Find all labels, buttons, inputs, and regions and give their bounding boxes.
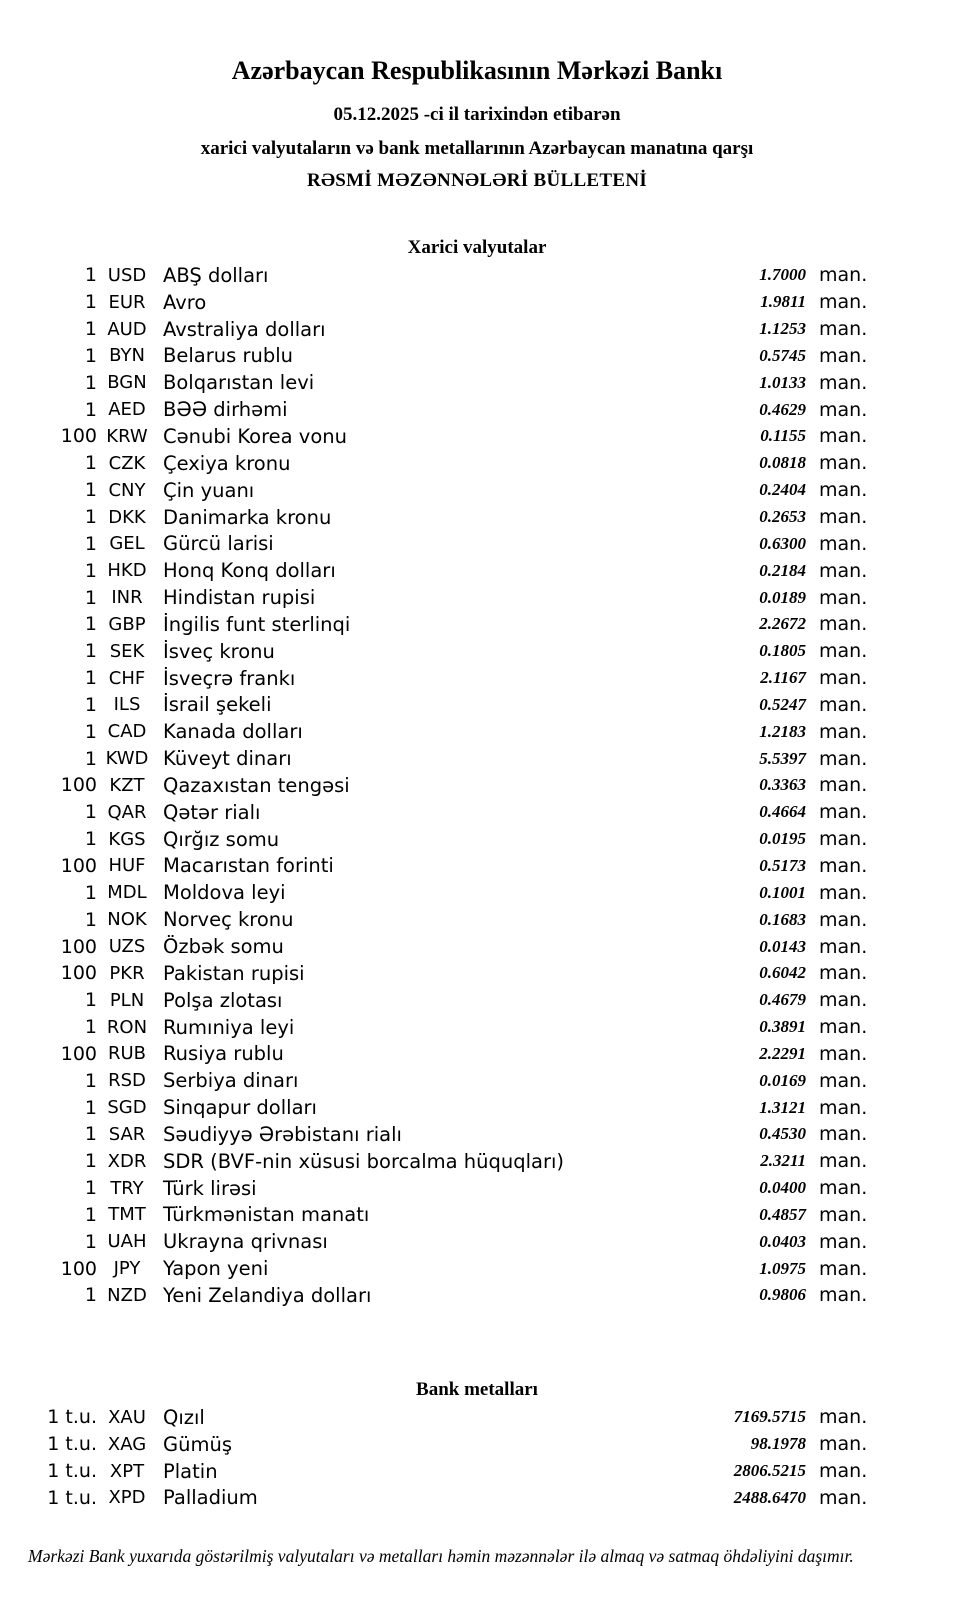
currency-code-cell: BGN bbox=[107, 372, 147, 394]
currency-code-cell: TRY bbox=[110, 1177, 144, 1199]
currency-code-cell: PKR bbox=[109, 962, 145, 984]
table-row bbox=[0, 557, 870, 584]
table-row bbox=[0, 369, 870, 396]
rate-value-cell: 0.5173 bbox=[759, 855, 806, 875]
unit-label-cell: man. bbox=[819, 479, 868, 502]
rate-value-cell: 0.0189 bbox=[759, 587, 806, 607]
unit-label-cell: man. bbox=[819, 935, 868, 958]
currency-code-cell: KGS bbox=[108, 828, 146, 850]
currency-name-cell: Qətər rialı bbox=[163, 800, 261, 824]
quantity-cell: 1 bbox=[84, 264, 97, 287]
quantity-cell: 1 bbox=[84, 613, 97, 636]
currency-name-cell: Sinqapur dolları bbox=[163, 1096, 317, 1120]
table-row bbox=[0, 853, 870, 880]
quantity-cell: 1 bbox=[84, 291, 97, 314]
table-row bbox=[0, 584, 870, 611]
quantity-cell: 1 bbox=[84, 640, 97, 663]
table-row bbox=[0, 1458, 870, 1485]
rate-value-cell: 1.0133 bbox=[759, 372, 806, 392]
rate-value-cell: 7169.5715 bbox=[733, 1407, 806, 1427]
table-row bbox=[0, 1255, 870, 1282]
unit-label-cell: man. bbox=[819, 291, 868, 314]
rate-value-cell: 0.0169 bbox=[759, 1070, 806, 1090]
table-row bbox=[0, 423, 870, 450]
quantity-cell: 1 bbox=[84, 1096, 97, 1119]
quantity-cell: 1 bbox=[84, 1123, 97, 1146]
currency-name-cell: İsveçrə frankı bbox=[163, 666, 296, 690]
currency-code-cell: XPT bbox=[109, 1460, 145, 1482]
currency-name-cell: Türk lirəsi bbox=[163, 1176, 257, 1200]
rate-value-cell: 2.2291 bbox=[759, 1043, 806, 1063]
rate-value-cell: 0.2184 bbox=[759, 560, 806, 580]
quantity-cell: 100 bbox=[60, 854, 97, 877]
currency-name-cell: Qazaxıstan tengəsi bbox=[163, 773, 350, 797]
currency-name-cell: Qırğız somu bbox=[163, 827, 280, 851]
currency-code-cell: DKK bbox=[108, 506, 146, 528]
table-row bbox=[0, 1094, 870, 1121]
currency-name-cell: İsrail şekeli bbox=[163, 693, 272, 717]
rate-value-cell: 0.0818 bbox=[759, 453, 806, 473]
unit-label-cell: man. bbox=[819, 1016, 868, 1039]
bulletin-title: RƏSMİ MƏZƏNNƏLƏRİ BÜLLETENİ bbox=[306, 170, 648, 191]
subtitle-line: xarici valyutaların və bank metallarının Azərbaycan manatına qarşı bbox=[200, 138, 754, 159]
rate-value-cell: 0.0403 bbox=[759, 1231, 806, 1251]
table-row bbox=[0, 987, 870, 1014]
quantity-cell: 100 bbox=[60, 1042, 97, 1065]
quantity-cell: 1 bbox=[84, 532, 97, 555]
currency-name-cell: Palladium bbox=[163, 1486, 258, 1510]
currency-name-cell: Moldova leyi bbox=[163, 881, 286, 905]
currency-code-cell: GEL bbox=[109, 533, 145, 555]
quantity-cell: 1 t.u. bbox=[47, 1460, 97, 1483]
unit-label-cell: man. bbox=[819, 586, 868, 609]
quantity-cell: 1 t.u. bbox=[47, 1406, 97, 1429]
currency-code-cell: RSD bbox=[108, 1070, 146, 1092]
unit-label-cell: man. bbox=[819, 1284, 868, 1307]
quantity-cell: 1 bbox=[84, 559, 97, 582]
unit-label-cell: man. bbox=[819, 881, 868, 904]
table-row bbox=[0, 477, 870, 504]
unit-label-cell: man. bbox=[819, 452, 868, 475]
currency-name-cell: Çexiya kronu bbox=[163, 451, 291, 475]
unit-label-cell: man. bbox=[819, 1257, 868, 1280]
unit-label-cell: man. bbox=[819, 962, 868, 985]
currency-code-cell: QAR bbox=[107, 801, 147, 823]
unit-label-cell: man. bbox=[819, 693, 868, 716]
rate-value-cell: 0.1001 bbox=[759, 882, 806, 902]
currency-code-cell: RON bbox=[106, 1016, 148, 1038]
currency-name-cell: SDR (BVF-nin xüsusi borcalma hüquqları) bbox=[163, 1149, 565, 1173]
unit-label-cell: man. bbox=[819, 1150, 868, 1173]
currency-name-cell: Polşa zlotası bbox=[163, 988, 283, 1012]
currency-name-cell: Danimarka kronu bbox=[163, 505, 332, 529]
quantity-cell: 1 t.u. bbox=[47, 1433, 97, 1456]
currency-code-cell: RUB bbox=[107, 1043, 147, 1065]
unit-label-cell: man. bbox=[819, 720, 868, 743]
rate-value-cell: 0.4530 bbox=[759, 1124, 806, 1144]
currency-code-cell: SEK bbox=[109, 640, 145, 662]
currency-name-cell: Norveç kronu bbox=[163, 908, 294, 932]
quantity-cell: 1 bbox=[84, 318, 97, 341]
currency-name-cell: Kanada dolları bbox=[163, 720, 303, 744]
unit-label-cell: man. bbox=[819, 425, 868, 448]
rate-value-cell: 2488.6470 bbox=[733, 1487, 806, 1507]
page-title: Azərbaycan Respublikasının Mərkəzi Bankı bbox=[231, 56, 723, 85]
currency-code-cell: UZS bbox=[108, 936, 146, 958]
quantity-cell: 1 bbox=[84, 1069, 97, 1092]
table-row bbox=[0, 450, 870, 477]
table-row bbox=[0, 933, 870, 960]
table-row bbox=[0, 772, 870, 799]
table-row bbox=[0, 343, 870, 370]
metals-section-heading: Bank metalları bbox=[416, 1379, 538, 1400]
rate-value-cell: 0.6042 bbox=[759, 963, 806, 983]
rate-value-cell: 0.4664 bbox=[759, 802, 806, 822]
currency-code-cell: HUF bbox=[108, 855, 146, 877]
rate-value-cell: 1.9811 bbox=[760, 292, 806, 312]
quantity-cell: 1 bbox=[84, 693, 97, 716]
unit-label-cell: man. bbox=[819, 747, 868, 770]
table-row bbox=[0, 1404, 870, 1431]
unit-label-cell: man. bbox=[819, 1069, 868, 1092]
currency-name-cell: Rumıniya leyi bbox=[163, 1015, 295, 1039]
currency-name-cell: Ukrayna qrivnası bbox=[163, 1230, 328, 1254]
currency-name-cell: Özbək somu bbox=[163, 935, 284, 959]
quantity-cell: 100 bbox=[60, 962, 97, 985]
rate-value-cell: 0.9806 bbox=[759, 1285, 806, 1305]
quantity-cell: 1 bbox=[84, 506, 97, 529]
rate-value-cell: 0.0400 bbox=[759, 1178, 806, 1198]
unit-label-cell: man. bbox=[819, 318, 868, 341]
unit-label-cell: man. bbox=[819, 989, 868, 1012]
currency-code-cell: PLN bbox=[109, 989, 145, 1011]
unit-label-cell: man. bbox=[819, 1042, 868, 1065]
unit-label-cell: man. bbox=[819, 1460, 868, 1483]
quantity-cell: 1 bbox=[84, 801, 97, 824]
table-row bbox=[0, 665, 870, 692]
currency-name-cell: Türkmənistan manatı bbox=[163, 1203, 370, 1227]
currency-name-cell: Macarıstan forinti bbox=[163, 854, 334, 878]
currency-name-cell: Honq Konq dolları bbox=[163, 559, 336, 583]
quantity-cell: 1 bbox=[84, 828, 97, 851]
unit-label-cell: man. bbox=[819, 854, 868, 877]
quantity-cell: 1 bbox=[84, 747, 97, 770]
footer-note: Mərkəzi Bank yuxarıda göstərilmiş valyutaları və metalları həmin məzənnələr ilə almaq və satmaq öhdəliyini daşımır. bbox=[28, 1546, 854, 1566]
currency-code-cell: KRW bbox=[106, 425, 148, 447]
currency-code-cell: CHF bbox=[108, 667, 146, 689]
rate-value-cell: 0.1155 bbox=[760, 426, 806, 446]
currency-code-cell: JPY bbox=[113, 1258, 141, 1280]
currency-name-cell: Pakistan rupisi bbox=[163, 961, 305, 985]
effective-date-line: 05.12.2025 -ci il tarixindən etibarən bbox=[333, 104, 621, 125]
quantity-cell: 1 bbox=[84, 881, 97, 904]
rate-value-cell: 98.1978 bbox=[750, 1434, 806, 1454]
rate-value-cell: 2806.5215 bbox=[733, 1461, 806, 1481]
quantity-cell: 1 bbox=[84, 371, 97, 394]
rate-value-cell: 0.3363 bbox=[759, 775, 806, 795]
table-row bbox=[0, 1282, 870, 1309]
unit-label-cell: man. bbox=[819, 559, 868, 582]
currency-code-cell: HKD bbox=[107, 560, 147, 582]
quantity-cell: 1 bbox=[84, 452, 97, 475]
unit-label-cell: man. bbox=[819, 774, 868, 797]
currency-name-cell: Yapon yeni bbox=[163, 1257, 269, 1281]
currency-code-cell: EUR bbox=[108, 291, 146, 313]
currency-code-cell: BYN bbox=[109, 345, 145, 367]
quantity-cell: 1 t.u. bbox=[47, 1486, 97, 1509]
table-row bbox=[0, 289, 870, 316]
rate-value-cell: 0.4679 bbox=[759, 990, 806, 1010]
currency-name-cell: Avstraliya dolları bbox=[163, 317, 326, 341]
table-row bbox=[0, 1175, 870, 1202]
table-row bbox=[0, 1040, 870, 1067]
quantity-cell: 1 bbox=[84, 667, 97, 690]
currency-name-cell: Cənubi Korea vonu bbox=[163, 424, 347, 448]
currency-name-cell: Yeni Zelandiya dolları bbox=[163, 1283, 372, 1307]
table-row bbox=[0, 396, 870, 423]
currency-code-cell: INR bbox=[111, 587, 143, 609]
currency-code-cell: KZT bbox=[109, 774, 145, 796]
unit-label-cell: man. bbox=[819, 613, 868, 636]
unit-label-cell: man. bbox=[819, 828, 868, 851]
rate-value-cell: 0.5247 bbox=[759, 694, 806, 714]
currency-name-cell: Rusiya rublu bbox=[163, 1042, 284, 1066]
quantity-cell: 100 bbox=[60, 425, 97, 448]
currency-name-cell: İngilis funt sterlinqi bbox=[163, 612, 351, 636]
currency-code-cell: NOK bbox=[107, 909, 147, 931]
rate-value-cell: 0.4629 bbox=[759, 399, 806, 419]
currency-code-cell: SGD bbox=[107, 1097, 147, 1119]
quantity-cell: 100 bbox=[60, 774, 97, 797]
currency-code-cell: XPD bbox=[108, 1487, 146, 1509]
unit-label-cell: man. bbox=[819, 264, 868, 287]
currency-name-cell: Qızıl bbox=[163, 1405, 205, 1429]
currency-name-cell: Küveyt dinarı bbox=[163, 747, 292, 771]
currency-name-cell: Gürcü larisi bbox=[163, 532, 274, 556]
currency-code-cell: XAU bbox=[108, 1406, 146, 1428]
unit-label-cell: man. bbox=[819, 640, 868, 663]
table-row bbox=[0, 745, 870, 772]
rate-value-cell: 0.4857 bbox=[759, 1204, 806, 1224]
quantity-cell: 1 bbox=[84, 1284, 97, 1307]
rate-value-cell: 2.3211 bbox=[760, 1151, 806, 1171]
unit-label-cell: man. bbox=[819, 1486, 868, 1509]
quantity-cell: 100 bbox=[60, 1257, 97, 1280]
currency-name-cell: Bolqarıstan levi bbox=[163, 371, 315, 395]
quantity-cell: 1 bbox=[84, 908, 97, 931]
currency-code-cell: GBP bbox=[108, 613, 146, 635]
currency-name-cell: ABŞ dolları bbox=[163, 263, 269, 287]
quantity-cell: 1 bbox=[84, 479, 97, 502]
quantity-cell: 1 bbox=[84, 398, 97, 421]
currency-name-cell: Platin bbox=[163, 1459, 218, 1483]
rate-value-cell: 0.5745 bbox=[759, 345, 806, 365]
unit-label-cell: man. bbox=[819, 371, 868, 394]
unit-label-cell: man. bbox=[819, 1406, 868, 1429]
quantity-cell: 1 bbox=[84, 344, 97, 367]
table-row bbox=[0, 638, 870, 665]
quantity-cell: 1 bbox=[84, 1203, 97, 1226]
rate-value-cell: 0.0195 bbox=[759, 829, 806, 849]
currencies-table bbox=[0, 262, 870, 1309]
rate-value-cell: 0.6300 bbox=[759, 533, 806, 553]
table-row bbox=[0, 1121, 870, 1148]
table-row bbox=[0, 1228, 870, 1255]
quantity-cell: 1 bbox=[84, 1230, 97, 1253]
currency-name-cell: İsveç kronu bbox=[163, 639, 275, 663]
currency-code-cell: CNY bbox=[108, 479, 146, 501]
quantity-cell: 1 bbox=[84, 586, 97, 609]
table-row bbox=[0, 960, 870, 987]
table-row bbox=[0, 718, 870, 745]
quantity-cell: 1 bbox=[84, 1016, 97, 1039]
unit-label-cell: man. bbox=[819, 532, 868, 555]
table-row bbox=[0, 906, 870, 933]
table-row bbox=[0, 316, 870, 343]
currency-code-cell: KWD bbox=[105, 748, 149, 770]
unit-label-cell: man. bbox=[819, 1433, 868, 1456]
currency-code-cell: UAH bbox=[107, 1231, 147, 1253]
currency-name-cell: Gümüş bbox=[163, 1432, 232, 1456]
currency-code-cell: XAG bbox=[107, 1433, 147, 1455]
currency-code-cell: CZK bbox=[108, 452, 146, 474]
currency-name-cell: Çin yuanı bbox=[163, 478, 255, 502]
currency-name-cell: Belarus rublu bbox=[163, 344, 294, 368]
table-row bbox=[0, 1431, 870, 1458]
rate-value-cell: 0.1805 bbox=[759, 641, 806, 661]
table-row bbox=[0, 504, 870, 531]
rate-value-cell: 5.5397 bbox=[759, 748, 806, 768]
rate-value-cell: 1.3121 bbox=[759, 1097, 806, 1117]
table-row bbox=[0, 1014, 870, 1041]
unit-label-cell: man. bbox=[819, 1230, 868, 1253]
quantity-cell: 1 bbox=[84, 1150, 97, 1173]
currency-code-cell: AUD bbox=[107, 318, 147, 340]
unit-label-cell: man. bbox=[819, 1177, 868, 1200]
currency-name-cell: BƏƏ dirhəmi bbox=[163, 398, 288, 422]
unit-label-cell: man. bbox=[819, 344, 868, 367]
unit-label-cell: man. bbox=[819, 398, 868, 421]
table-row bbox=[0, 530, 870, 557]
rate-value-cell: 2.2672 bbox=[759, 614, 806, 634]
currency-code-cell: XDR bbox=[107, 1150, 147, 1172]
currencies-section-heading: Xarici valyutalar bbox=[407, 237, 547, 258]
unit-label-cell: man. bbox=[819, 908, 868, 931]
table-row bbox=[0, 879, 870, 906]
currency-name-cell: Hindistan rupisi bbox=[163, 586, 316, 610]
rate-value-cell: 0.2653 bbox=[759, 507, 806, 527]
currency-code-cell: CAD bbox=[107, 721, 147, 743]
table-row bbox=[0, 1148, 870, 1175]
currency-code-cell: TMT bbox=[108, 1204, 146, 1226]
table-row bbox=[0, 826, 870, 853]
rate-value-cell: 2.1167 bbox=[760, 668, 806, 688]
unit-label-cell: man. bbox=[819, 1123, 868, 1146]
unit-label-cell: man. bbox=[819, 667, 868, 690]
table-row bbox=[0, 1485, 870, 1512]
unit-label-cell: man. bbox=[819, 1096, 868, 1119]
table-row bbox=[0, 1067, 870, 1094]
currency-code-cell: ILS bbox=[113, 694, 141, 716]
unit-label-cell: man. bbox=[819, 506, 868, 529]
table-row bbox=[0, 692, 870, 719]
rate-value-cell: 0.1683 bbox=[759, 909, 806, 929]
quantity-cell: 1 bbox=[84, 1177, 97, 1200]
currency-code-cell: USD bbox=[107, 264, 147, 286]
table-row bbox=[0, 799, 870, 826]
table-row bbox=[0, 1202, 870, 1229]
rate-value-cell: 1.2183 bbox=[759, 721, 806, 741]
currency-code-cell: NZD bbox=[107, 1284, 147, 1306]
currency-code-cell: MDL bbox=[107, 882, 147, 904]
unit-label-cell: man. bbox=[819, 801, 868, 824]
table-row bbox=[0, 262, 870, 289]
quantity-cell: 1 bbox=[84, 989, 97, 1012]
currency-name-cell: Serbiya dinarı bbox=[163, 1069, 299, 1093]
unit-label-cell: man. bbox=[819, 1203, 868, 1226]
rate-value-cell: 0.2404 bbox=[759, 480, 806, 500]
rate-value-cell: 0.3891 bbox=[759, 1017, 806, 1037]
currency-code-cell: SAR bbox=[108, 1123, 146, 1145]
rate-value-cell: 0.0143 bbox=[759, 936, 806, 956]
currency-code-cell: AED bbox=[108, 399, 146, 421]
currency-name-cell: Avro bbox=[163, 290, 207, 314]
metals-table bbox=[0, 1404, 870, 1511]
currency-name-cell: Səudiyyə Ərəbistanı rialı bbox=[163, 1122, 402, 1146]
quantity-cell: 100 bbox=[60, 935, 97, 958]
rate-value-cell: 1.0975 bbox=[759, 1258, 806, 1278]
table-row bbox=[0, 611, 870, 638]
rate-value-cell: 1.1253 bbox=[759, 319, 806, 339]
rate-value-cell: 1.7000 bbox=[759, 265, 806, 285]
quantity-cell: 1 bbox=[84, 720, 97, 743]
